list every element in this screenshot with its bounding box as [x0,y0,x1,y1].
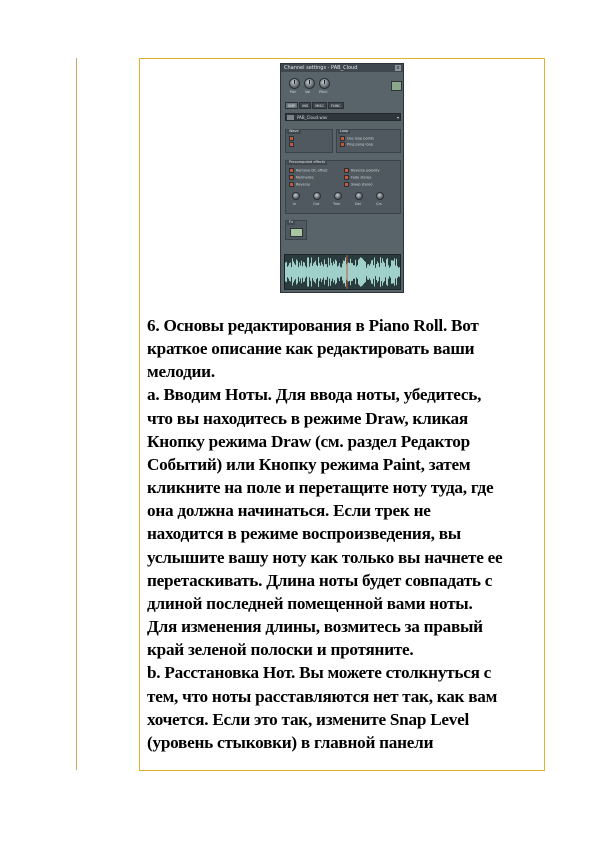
text-line: Для изменения длины, возмитесь за правый [147,617,483,637]
text-line: длиной последней помещенной вами ноты. [147,593,473,613]
sample-selector[interactable] [285,113,401,121]
wave-group-title: Wave [289,129,299,133]
wave-group [285,129,333,153]
precomputed-effects-group [285,160,401,214]
wave-checkbox-2[interactable] [289,142,296,148]
tab-func[interactable]: FUNC [328,102,344,109]
text-line: тем, что ноты расставляются нет так, как вам [147,686,498,706]
text-line: 6. Основы редактирования в Piano Roll. Вот [147,316,479,335]
option-fade-stereo[interactable]: Fade stereo [344,175,371,181]
text-line: (уровень стыковки) в главной панели [147,732,434,752]
text-line: находится в режиме воспроизведения, вы [147,524,461,544]
text-line: Кнопку режима Draw (см. раздел Редактор [147,431,470,451]
text-line: краткое описание как редактировать ваши [147,339,475,359]
close-icon[interactable]: x [396,65,400,71]
settings-tabs [285,102,344,109]
text-line: что вы находитесь в режиме Draw, кликая [147,408,468,428]
out-knob[interactable] [313,192,321,200]
loop-option-ping-pong[interactable]: Ping pong loop [340,142,373,148]
text-line: услышите вашу ноту как только вы начнете ее [147,547,503,567]
option-normalize[interactable]: Normalize [289,175,314,181]
window-title: Channel settings - PAB_Cloud [281,64,403,72]
fx-group [285,220,307,240]
option-remove-dc-offset[interactable]: Remove DC offset [289,168,327,174]
waveform-display[interactable] [284,254,401,290]
sample-name: PAB_Cloud.wav [297,115,328,120]
volume-knob[interactable] [304,78,315,89]
crossfade-knob[interactable] [376,192,384,200]
channel-settings-window [280,63,404,293]
loop-group-title: Loop [340,129,349,133]
waveform-graphic [285,255,400,289]
text-line: Событий) или Кнопку режима Paint, затем [147,454,471,474]
option-reverse[interactable]: Reverse [289,182,310,188]
volume-knob-label: Vol [305,90,311,94]
folder-icon[interactable] [287,115,294,120]
fx-button[interactable] [290,228,303,237]
text-line: перетаскивать. Длина ноты будет совпадать с [147,570,493,590]
precomputed-effects-title: Precomputed effects [289,160,326,164]
content-frame [139,58,545,771]
out-knob-label: Out [313,202,320,206]
text-line: a. Вводим Ноты. Для ввода ноты, убедитесь, [147,385,482,405]
loop-option-use-loop-points[interactable]: Use loop points [340,136,374,142]
text-line: край зеленой полоски и протяните. [147,640,414,660]
in-knob[interactable] [292,192,300,200]
channel-target-button[interactable] [391,81,402,91]
text-line: кликните на поле и перетащите ноту туда, где [147,478,494,498]
in-knob-label: In [293,202,297,206]
tab-ins[interactable]: INS [299,102,311,109]
delay-knob-label: Del [355,202,361,206]
pitch-knob[interactable] [319,78,330,89]
trim-knob-label: Trim [333,202,341,206]
chevron-down-icon[interactable]: ▾ [396,115,399,120]
option-swap-stereo[interactable]: Swap stereo [344,182,373,188]
body-text [147,314,541,754]
text-line: b. Расстановка Нот. Вы можете столкнуться с [147,663,492,683]
pan-knob-label: Pan [290,90,297,94]
pan-knob[interactable] [289,78,300,89]
trim-knob[interactable] [334,192,342,200]
wave-checkbox-1[interactable] [289,136,296,142]
tab-misc[interactable]: MISC [312,102,327,109]
pitch-knob-label: Pitch [319,90,328,94]
delay-knob[interactable] [355,192,363,200]
text-line: мелодии. [147,362,215,382]
tab-smp[interactable]: SMP [285,102,298,109]
left-margin-line [76,58,77,770]
text-line: хочется. Если это так, измените Snap Level [147,709,470,729]
loop-group [336,129,401,153]
text-line: она должна начинаться. Если трек не [147,501,431,521]
option-reverse-polarity[interactable]: Reverse polarity [344,168,380,174]
crossfade-knob-label: Crs [376,202,382,206]
fx-group-title: Fx [289,220,294,224]
